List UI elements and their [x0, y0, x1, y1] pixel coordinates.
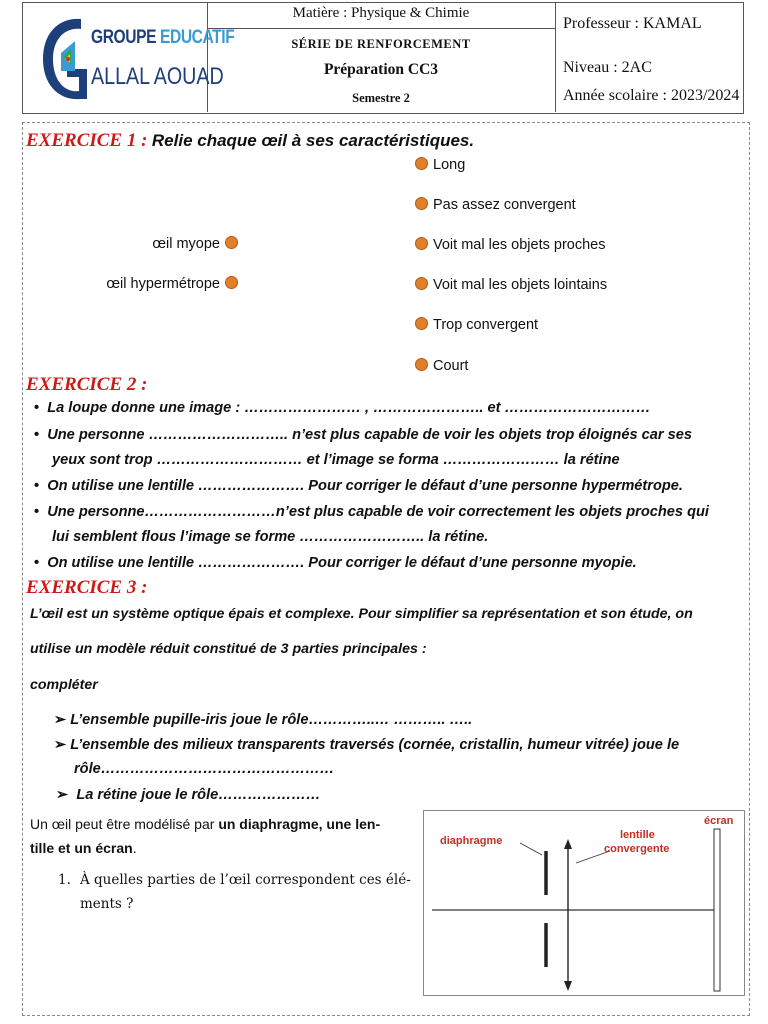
label-screen: écran [704, 815, 734, 827]
ex3-intro: utilise un modèle réduit constitué de 3 parties principales : [30, 641, 427, 657]
question-1-num: 1. [58, 872, 71, 888]
connector-dot-icon[interactable] [225, 236, 238, 249]
exercise-1-instruction: Relie chaque œil à ses caractéristiques. [151, 131, 475, 150]
connector-dot-icon[interactable] [415, 197, 428, 210]
ex1-item[interactable]: Voit mal les objets proches [415, 237, 605, 253]
exercise-1-title: EXERCICE 1 : [26, 130, 148, 151]
ex2-line: • On utilise une lentille …………………. Pour corriger le défaut d’une personne hypermétrope. [34, 478, 683, 494]
teacher: Professeur : KAMAL [563, 15, 702, 32]
label-lens-2: convergente [604, 843, 670, 855]
leader-diaphragm [520, 843, 542, 855]
logo-text-line2: ALLAL AOUAD [91, 63, 224, 90]
exercise-2-title: EXERCICE 2 : [26, 374, 148, 395]
ex2-line: • La loupe donne une image : …………………… , ………………….. et ………………………… [34, 400, 651, 416]
ex2-line: • On utilise une lentille …………………. Pour corriger le défaut d’une personne myopie. [34, 555, 637, 571]
lens-arrow-up-icon [564, 839, 572, 849]
ex2-line: yeux sont trop ………………………… et l’image se forma …………………… la rétine [52, 452, 620, 468]
screen-rect [714, 829, 720, 991]
level: Niveau : 2AC [563, 59, 652, 76]
ex1-item[interactable]: Trop convergent [415, 317, 538, 333]
connector-dot-icon[interactable] [415, 157, 428, 170]
lens-arrow-down-icon [564, 981, 572, 991]
logo-g-icon [37, 13, 97, 105]
exercise-3-title: EXERCICE 3 : [26, 577, 148, 598]
ex1-item[interactable]: Court [415, 358, 468, 374]
model-paragraph-line1: Un œil peut être modélisé par un diaphragme, une len- [30, 816, 381, 832]
header-middle-cell [207, 3, 556, 112]
series-title: SÉRIE DE RENFORCEMENT [291, 37, 471, 51]
ex2-line: • Une personne ……………………….. n’est plus capable de voir les objets trop éloignés car ses [34, 427, 692, 443]
header-table [22, 2, 744, 114]
ex3-item: rôle………………………………………… [74, 761, 335, 777]
label-lens-1: lentille [620, 829, 655, 841]
ex1-item[interactable]: Long [415, 157, 465, 173]
semester: Semestre 2 [352, 91, 410, 105]
divider [207, 28, 555, 29]
connector-dot-icon[interactable] [415, 317, 428, 330]
logo-text-line1: GROUPE EDUCATIF [91, 27, 235, 48]
ex2-line: • Une personne………………………n’est plus capable de voir correctement les objets proches qui [34, 504, 709, 520]
ex1-eye-myope[interactable]: œil myope [152, 236, 238, 252]
subject-line: Matière : Physique & Chimie [292, 5, 470, 21]
connector-dot-icon[interactable] [415, 358, 428, 371]
label-diaphragm: diaphragme [440, 835, 503, 847]
eye-model-diagram [423, 810, 745, 996]
connector-dot-icon[interactable] [415, 277, 428, 290]
connector-dot-icon[interactable] [415, 237, 428, 250]
question-1-line2: ments ? [80, 896, 134, 912]
logo-cell [23, 3, 235, 112]
ex1-item[interactable]: Voit mal les objets lointains [415, 277, 607, 293]
ex1-eye-hypermetrope[interactable]: œil hypermétrope [106, 276, 238, 292]
ex3-intro: L’œil est un système optique épais et complexe. Pour simplifier sa représentation et son étude, on [30, 606, 693, 622]
ex1-item[interactable]: Pas assez convergent [415, 197, 576, 213]
ex3-item: ➢ L’ensemble pupille-iris joue le rôle…………..… ……….. ….. [54, 712, 473, 728]
ex2-line: lui semblent flous l’image se forme …………………….. la rétine. [52, 529, 489, 545]
connector-dot-icon[interactable] [225, 276, 238, 289]
exercise-1-heading [26, 130, 474, 152]
ex3-instruction: compléter [30, 677, 98, 693]
model-paragraph-line2: tille et un écran. [30, 840, 137, 856]
ex3-item: ➢ L’ensemble des milieux transparents traversés (cornée, cristallin, humeur vitrée) joue le [54, 737, 680, 753]
ex3-item: ➢ La rétine joue le rôle………………… [56, 787, 321, 803]
question-1-line1: À quelles parties de l’œil correspondent ces élé- [80, 872, 411, 888]
prep-title: Préparation CC3 [323, 61, 439, 78]
school-year: Année scolaire : 2023/2024 [563, 87, 740, 104]
